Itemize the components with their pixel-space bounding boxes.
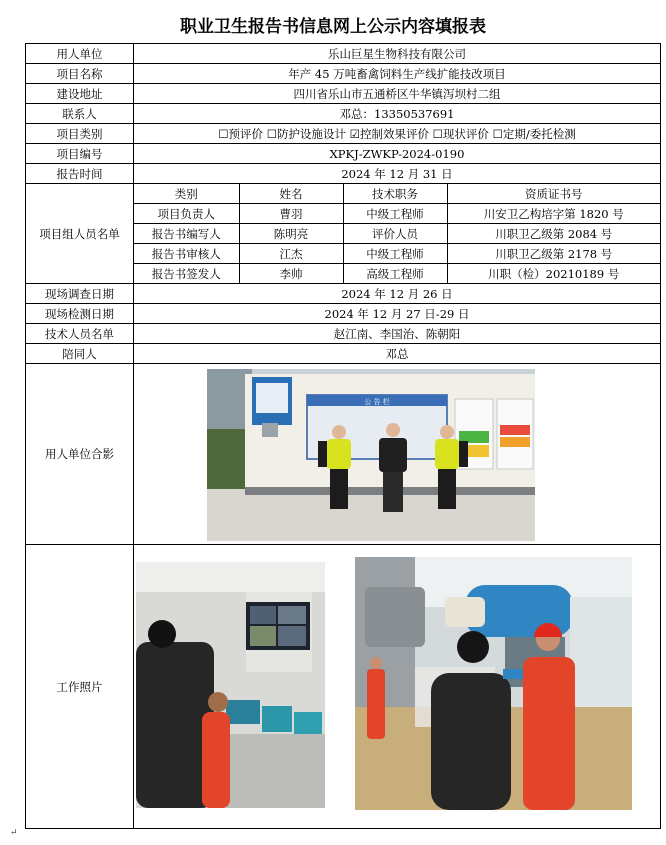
team-title: 中级工程师 [343,204,447,224]
work-photo-control-room [136,562,325,808]
team-cert: 川职卫乙级第 2178 号 [447,244,660,264]
label-contact: 联系人 [26,104,134,124]
row-category [26,124,661,144]
row-technicians [26,324,661,344]
row-address [26,84,661,104]
label-escort: 陪同人 [26,344,134,364]
value-category [134,124,661,144]
team-role: 报告书签发人 [134,264,239,284]
page-title: 职业卫生报告书信息网上公示内容填报表 [180,17,486,37]
control-room-image [136,562,325,808]
row-escort [26,344,661,364]
value-project-no: XPKJ-ZWKP-2024-0190 [134,144,661,164]
label-address: 建设地址 [26,84,134,104]
table-row [134,244,660,264]
team-header-name: 姓名 [239,184,343,204]
team-role: 报告书审核人 [134,244,239,264]
team-name: 江杰 [239,244,343,264]
label-team: 项目组人员名单 [26,184,134,284]
label-test-date: 现场检测日期 [26,304,134,324]
value-survey-date: 2024 年 12 月 26 日 [134,284,661,304]
label-employer: 用人单位 [26,44,134,64]
team-role: 项目负责人 [134,204,239,224]
row-project-no [26,144,661,164]
row-survey-date [26,284,661,304]
table-row [134,224,660,244]
group-photo [207,369,535,541]
value-contact: 邓总：13350537691 [134,104,661,124]
group-photo-image [207,369,535,541]
team-title: 高级工程师 [343,264,447,284]
value-employer: 乐山巨星生物科技有限公司 [134,44,661,64]
value-escort: 邓总 [134,344,661,364]
team-header-title: 技术职务 [343,184,447,204]
value-technicians: 赵江南、李国治、陈朝阳 [134,324,661,344]
team-header-cert: 资质证书号 [447,184,660,204]
table-row [134,204,660,224]
team-title: 中级工程师 [343,244,447,264]
team-cert: 川职（检）20210189 号 [447,264,660,284]
label-technicians: 技术人员名单 [26,324,134,344]
category-option-periodic: ☐定期/委托检测 [492,126,576,141]
table-row [134,264,660,284]
team-header-category: 类别 [174,186,198,201]
label-group-photo: 用人单位合影 [26,364,134,545]
row-contact [26,104,661,124]
category-option-pre: ☐预评价 [218,126,264,141]
notice-board-title: 公 告 栏 [364,398,390,406]
label-report-time: 报告时间 [26,164,134,184]
worker-left [367,657,385,739]
team-table [134,184,660,283]
value-test-date: 2024 年 12 月 27 日-29 日 [134,304,661,324]
row-project-name [26,64,661,84]
team-cert: 川职卫乙级第 2084 号 [447,224,660,244]
team-name: 曹羽 [239,204,343,224]
label-project-name: 项目名称 [26,64,134,84]
value-report-time: 2024 年 12 月 31 日 [134,164,661,184]
value-project-name: 年产 45 万吨畜禽饲料生产线扩能技改项目 [134,64,661,84]
team-role: 报告书编写人 [134,224,239,244]
team-name: 陈明亮 [239,224,343,244]
label-work-photos: 工作照片 [26,545,134,829]
category-option-status: ☐现状评价 [432,126,489,141]
team-header-row [134,184,660,204]
team-cert: 川安卫乙构培字第 1820 号 [447,204,660,224]
label-category: 项目类别 [26,124,134,144]
row-report-time [26,164,661,184]
category-option-design: ☐防护设施设计 [266,126,346,141]
workshop-image [355,557,632,810]
value-address: 四川省乐山市五通桥区牛华镇泻坝村二组 [134,84,661,104]
row-employer [26,44,661,64]
paragraph-mark: ↵ [10,828,18,838]
work-photo-workshop [355,557,632,810]
label-survey-date: 现场调查日期 [26,284,134,304]
row-team [26,184,661,284]
label-project-no: 项目编号 [26,144,134,164]
row-test-date [26,304,661,324]
category-option-control: ☑控制效果评价 [349,126,429,141]
team-title: 评价人员 [343,224,447,244]
team-name: 李帅 [239,264,343,284]
